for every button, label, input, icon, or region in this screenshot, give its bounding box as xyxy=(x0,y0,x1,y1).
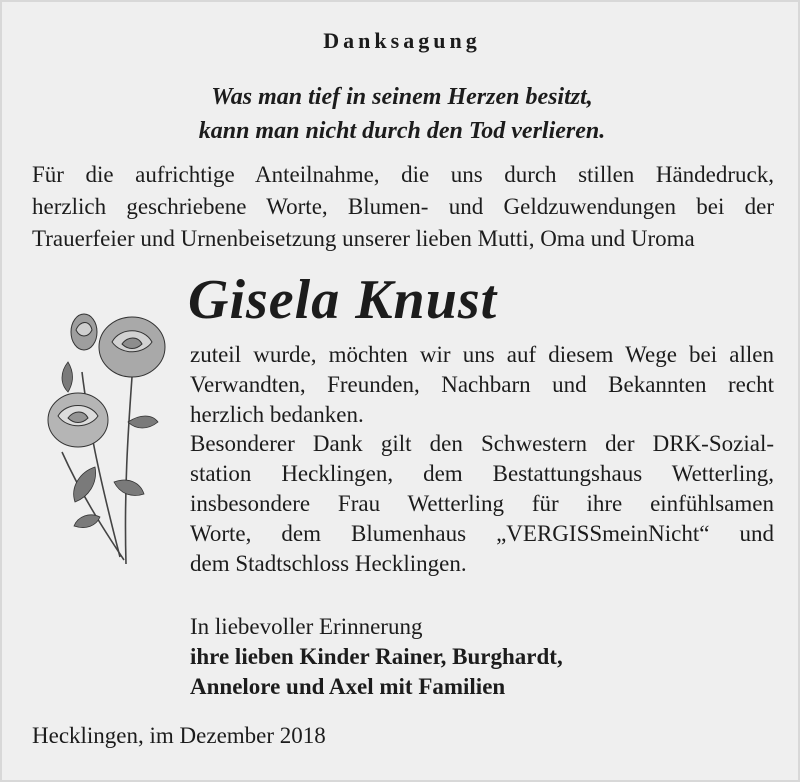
deceased-name: Gisela Knust xyxy=(188,269,498,331)
body-line: Verwandten, Freunden, Nachbarn und Bekannten recht xyxy=(190,371,774,397)
notice-heading: Danksagung xyxy=(323,28,481,53)
body-line: insbesondere Frau Wetterling für ihre einfühlsamen xyxy=(190,490,774,516)
body-line: Worte, dem Blumenhaus „VERGISSmeinNicht“ und xyxy=(190,520,774,546)
body-line: dem Stadtschloss Hecklingen. xyxy=(190,550,467,576)
body-line: zuteil wurde, möchten wir uns auf diesem Wege bei allen xyxy=(190,342,774,367)
intro-paragraph xyxy=(32,159,774,255)
place-date: Hecklingen, im Dezember 2018 xyxy=(32,723,326,748)
intro-line: Trauerfeier und Urnenbeisetzung unserer lieben Mutti, Oma und Uroma xyxy=(32,226,695,251)
body-paragraph xyxy=(190,340,774,578)
signature-names-line-2: Annelore und Axel mit Familien xyxy=(190,673,506,699)
motto xyxy=(2,80,800,148)
roses-icon xyxy=(40,302,185,572)
motto-line-1: Was man tief in seinem Herzen besitzt, xyxy=(211,84,593,110)
intro-line: herzlich geschriebene Worte, Blumen- und Geldzuwendungen bei der xyxy=(32,194,774,219)
motto-line-2: kann man nicht durch den Tod verlieren. xyxy=(198,118,606,144)
signature-names-line-1: ihre lieben Kinder Rainer, Burghardt, xyxy=(190,643,563,669)
intro-line: Für die aufrichtige Anteilnahme, die uns durch stillen Händedruck, xyxy=(32,162,774,187)
signature-block xyxy=(190,612,750,701)
signature-intro: In liebevoller Erinnerung xyxy=(190,614,423,639)
body-line: herzlich bedanken. xyxy=(190,401,364,427)
body-line: station Hecklingen, dem Bestattungshaus Wetterling, xyxy=(190,461,774,487)
body-line: Besonderer Dank gilt den Schwestern der DRK-Sozial- xyxy=(190,431,774,457)
